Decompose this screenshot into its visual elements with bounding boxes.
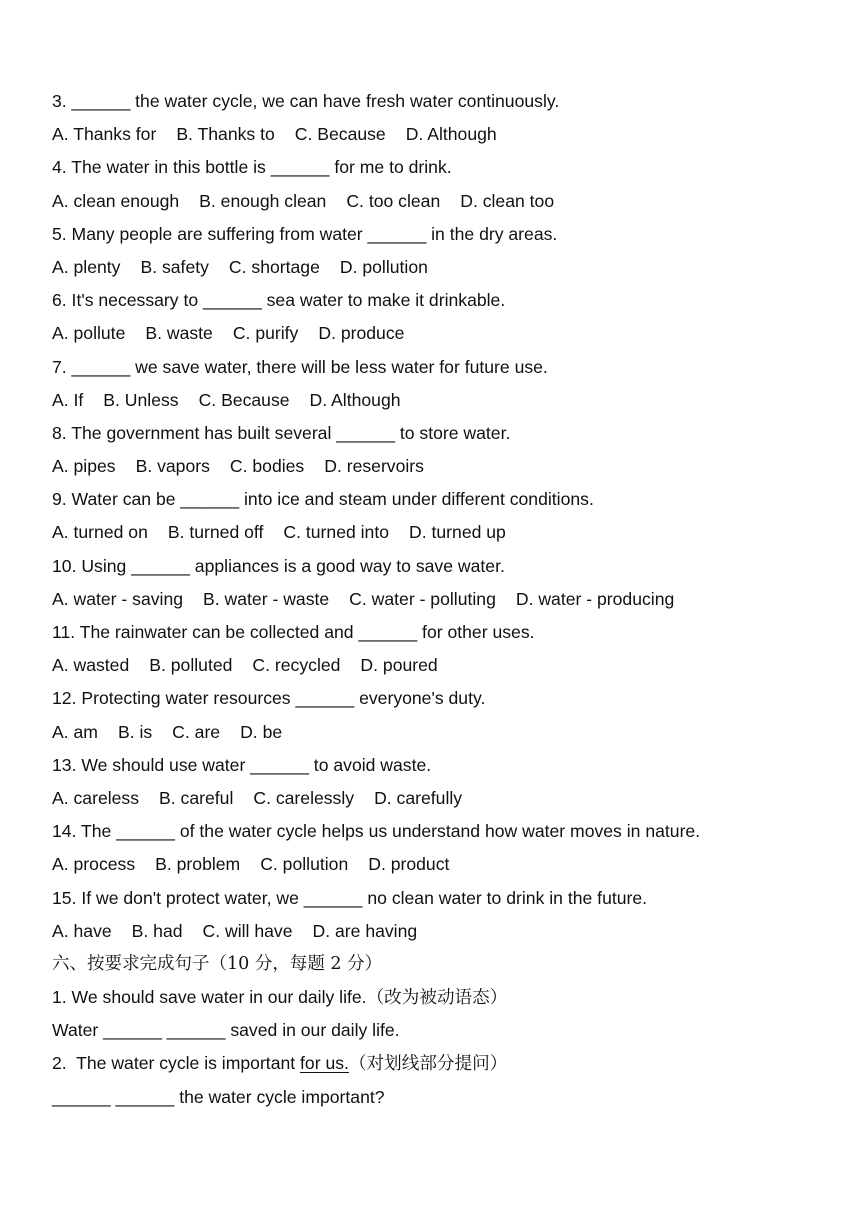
option-b: B. Unless [103,389,179,410]
question-options [52,186,842,219]
option-d: D. Although [309,389,401,410]
option-d: D. pollution [339,256,428,277]
question-options [52,517,842,550]
option-c: C. recycled [252,655,341,676]
question-stem: 3. ______ the water cycle, we can have fresh water continuously. [52,91,560,111]
question-stem: 10. Using ______ appliances is a good way to save water. [52,555,505,576]
question-stem: 8. The government has built several ______ to store water. [52,422,511,443]
option-b: B. polluted [149,655,233,676]
option-c: C. purify [232,323,299,344]
option-b: B. turned off [167,522,264,543]
section-6-item-2-answer-line: ______ ______ the water cycle important? [52,1086,385,1107]
option-c: C. carelessly [253,787,355,808]
option-c: C. Because [198,389,290,410]
option-c: C. bodies [229,456,305,477]
question-stem: 7. ______ we save water, there will be less water for future use. [52,356,548,377]
option-a: A. clean enough [52,190,180,211]
option-b: B. Thanks to [176,124,275,145]
question-stem: 5. Many people are suffering from water ______ in the dry areas. [52,223,558,244]
option-a: A. am [52,721,98,742]
option-b: B. had [131,920,183,941]
option-c: C. turned into [283,522,390,543]
option-c: C. shortage [228,256,320,277]
option-b: B. is [117,721,153,742]
option-b: B. problem [155,854,241,875]
option-a: A. process [52,854,136,875]
option-d: D. produce [318,323,405,344]
question-options [52,849,842,882]
section-6-item-2-prompt-text: 2. The water cycle is important [52,1053,301,1074]
option-b: B. waste [145,323,213,344]
option-d: D. poured [360,655,438,676]
option-b: B. careful [159,787,234,808]
option-a: A. Thanks for [52,124,157,145]
option-a: A. wasted [52,655,130,676]
option-d: D. clean too [460,190,555,211]
option-a: A. water - saving [52,588,184,609]
option-c: C. pollution [260,854,349,875]
question-stem: 9. Water can be ______ into ice and steam under different conditions. [52,489,594,510]
section-6-item-1-answer-line: Water ______ ______ saved in our daily life. [52,1020,400,1041]
option-c: C. too clean [346,190,441,211]
option-c: C. will have [202,920,293,941]
option-c: C. water - polluting [349,588,496,609]
section-6-item-2-instruction: （对划线部分提问） [348,1053,508,1074]
question-options [52,318,842,351]
option-d: D. reservoirs [324,456,424,477]
question-options [52,385,842,418]
question-options [52,916,842,949]
question-stem: 4. The water in this bottle is ______ for me to drink. [52,157,452,178]
question-options [52,584,842,617]
option-d: D. product [368,854,450,875]
question-options [52,717,842,750]
underlined-phrase: for us. [300,1053,349,1074]
question-stem: 11. The rainwater can be collected and ______ for other uses. [52,622,535,642]
option-b: B. water - waste [203,588,330,609]
document-content [52,86,842,1115]
question-stem: 13. We should use water ______ to avoid waste. [52,754,432,775]
option-b: B. vapors [135,456,210,477]
option-a: A. If [52,389,84,410]
option-c: C. Because [294,124,386,145]
question-options [52,451,842,484]
option-b: B. enough clean [199,190,327,211]
question-stem: 15. If we don't protect water, we ______ no clean water to drink in the future. [52,887,648,908]
section-6-item-2-prompt [52,1048,842,1081]
option-d: D. Although [405,124,497,145]
option-a: A. careless [52,787,140,808]
section-6-heading: 六、按要求完成句子（10 分，每题 2 分） [52,953,383,974]
option-d: D. carefully [374,787,463,808]
option-a: A. have [52,920,112,941]
option-a: A. pollute [52,323,126,344]
question-options [52,252,842,285]
section-6-item-1-prompt: 1. We should save water in our daily life.（改为被动语态） [52,987,508,1008]
option-d: D. turned up [409,522,506,543]
option-d: D. are having [312,920,418,941]
option-d: D. water - producing [515,588,675,609]
option-a: A. plenty [52,256,121,277]
option-d: D. be [240,721,283,742]
question-options [52,119,842,152]
option-a: A. pipes [52,456,116,477]
question-stem: 6. It's necessary to ______ sea water to make it drinkable. [52,290,506,311]
question-options [52,783,842,816]
option-b: B. safety [140,256,209,277]
option-c: C. are [172,721,221,742]
question-options [52,650,842,683]
multiple-choice-list [52,86,842,949]
option-a: A. turned on [52,522,148,543]
question-stem: 12. Protecting water resources ______ everyone's duty. [52,688,486,709]
question-stem: 14. The ______ of the water cycle helps us understand how water moves in nature. [52,821,701,842]
